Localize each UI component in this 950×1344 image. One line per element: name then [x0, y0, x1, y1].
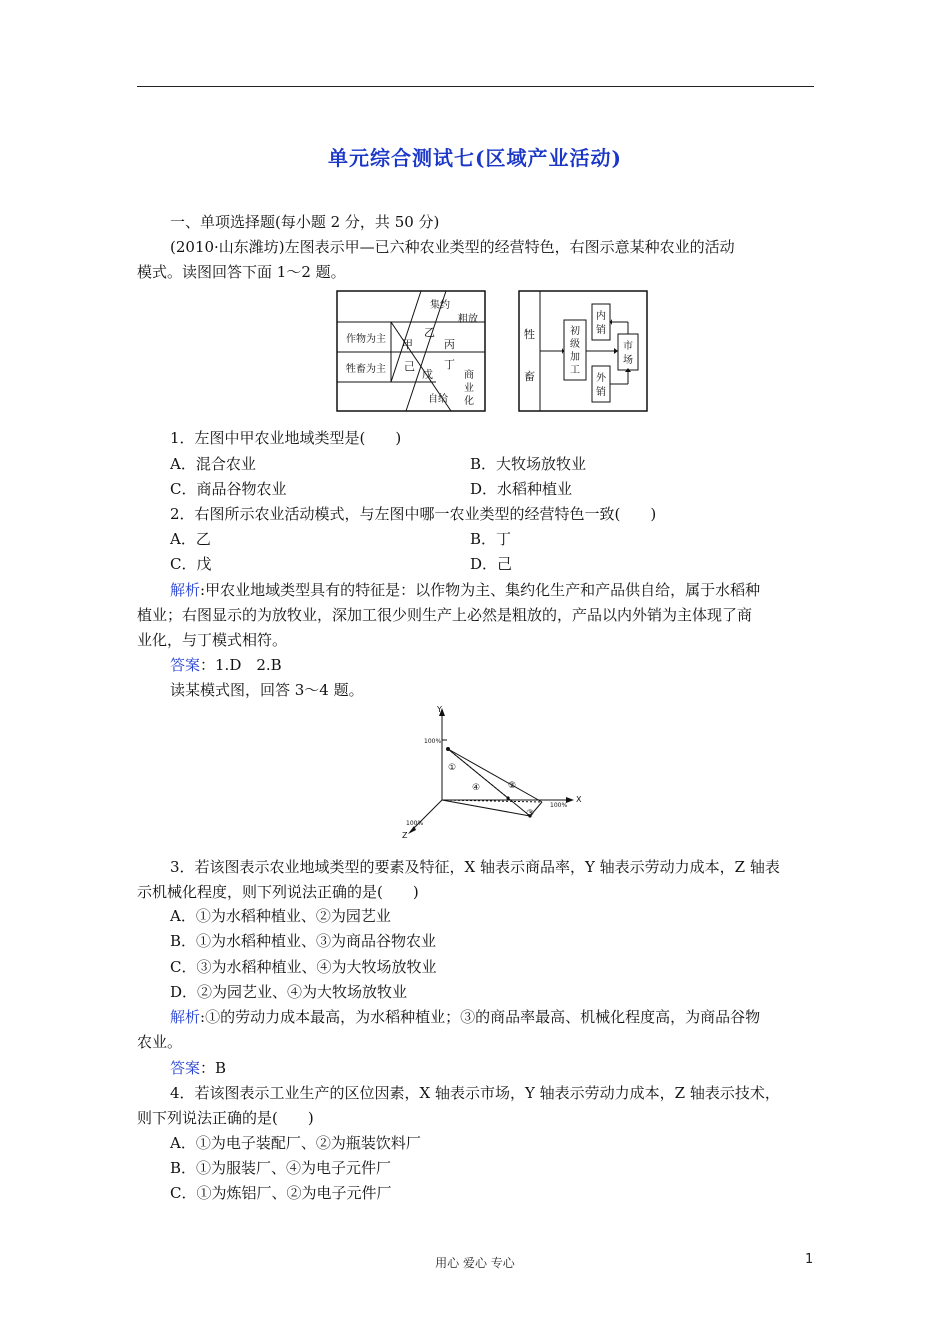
header-rule — [137, 86, 814, 87]
analysis-2-line-1: 解析:①的劳动力成本最高，为水稻种植业；③的商品率最高、机械化程度高，为商品谷物 — [170, 1008, 761, 1026]
axis-x-tick: 100% — [550, 802, 568, 809]
page-title: 单元综合测试七(区域产业活动) — [328, 146, 622, 170]
livestock-flow-diagram — [518, 290, 648, 416]
axis-z-label: Z — [402, 831, 408, 840]
q3-option-a: A．①为水稻种植业、②为园艺业 — [170, 907, 391, 925]
svg-text:初: 初 — [570, 326, 580, 337]
page-number: 1 — [805, 1252, 814, 1267]
analysis-2-line-2: 农业。 — [137, 1033, 183, 1051]
point-3: ③ — [526, 809, 535, 819]
answer-2: 答案：B — [170, 1059, 227, 1077]
q2-option-d: D．己 — [470, 555, 513, 573]
analysis-1-line-1: 解析:甲农业地域类型具有的特征是：以作物为主、集约化生产和产品供自给，属于水稻种 — [170, 581, 761, 599]
intro-2: 读某模式图，回答 3～4 题。 — [170, 681, 364, 699]
q4-option-b: B．①为服装厂、④为电子元件厂 — [170, 1159, 392, 1177]
q3-stem-2: 示机械化程度，则下列说法正确的是( ) — [137, 883, 419, 901]
q1-option-d: D．水稻种植业 — [470, 480, 573, 498]
label-extensive: 粗放 — [458, 314, 478, 325]
q2-stem: 2．右图所示农业活动模式，与左图中哪一农业类型的经营特色一致( ) — [170, 505, 657, 523]
svg-text:工: 工 — [570, 365, 580, 376]
q1-option-c: C．商品谷物农业 — [170, 480, 287, 498]
q1-option-a: A．混合农业 — [170, 455, 256, 473]
label-commercial-1: 商 — [464, 370, 474, 381]
row-label-crop: 作物为主 — [346, 334, 386, 345]
svg-text:市: 市 — [623, 341, 633, 352]
svg-text:加: 加 — [570, 352, 580, 363]
q3-option-d: D．②为园艺业、④为大牧场放牧业 — [170, 983, 408, 1001]
analysis-1-line-3: 业化，与丁模式相符。 — [137, 631, 288, 649]
q2-option-b: B．丁 — [470, 530, 512, 548]
q3-option-c: C．③为水稻种植业、④为大牧场放牧业 — [170, 958, 437, 976]
analysis-1-line-2: 植业；右图显示的为放牧业，深加工很少则生产上必然是粗放的，产品以内外销为主体现了商 — [137, 606, 753, 624]
agriculture-type-diagram — [336, 290, 486, 416]
svg-text:级: 级 — [570, 339, 580, 350]
q3-option-b: B．①为水稻种植业、③为商品谷物农业 — [170, 932, 437, 950]
cell-ji: 己 — [404, 360, 415, 373]
section-heading: 一、单项选择题(每小题 2 分，共 50 分) — [170, 213, 440, 231]
label-intensive: 集约 — [430, 300, 450, 311]
source-1: 牲 — [524, 328, 535, 341]
svg-text:销: 销 — [596, 387, 606, 398]
cell-wu: 戊 — [422, 368, 433, 381]
axis-x-label: X — [576, 795, 582, 804]
point-1: ① — [448, 763, 457, 773]
page-footer: 用心 爱心 专心 — [435, 1256, 515, 1270]
q2-option-c: C．戊 — [170, 555, 212, 573]
q1-stem: 1．左图中甲农业地域类型是( ) — [170, 429, 402, 447]
label-commercial-3: 化 — [464, 396, 474, 407]
q4-option-a: A．①为电子装配厂、②为瓶装饮料厂 — [170, 1134, 421, 1152]
svg-text:场: 场 — [623, 355, 633, 366]
q4-option-c: C．①为炼铝厂、②为电子元件厂 — [170, 1184, 392, 1202]
svg-text:销: 销 — [596, 325, 606, 336]
q2-option-a: A．乙 — [170, 530, 211, 548]
intro-line-1: (2010·山东潍坊)左图表示甲—已六种农业类型的经营特色，右图示意某种农业的活动 — [170, 238, 735, 256]
q1-option-b: B．大牧场放牧业 — [470, 455, 587, 473]
cell-ding: 丁 — [444, 358, 455, 371]
q4-stem-2: 则下列说法正确的是( ) — [137, 1109, 314, 1127]
source-2: 畜 — [524, 370, 535, 383]
q3-stem-1: 3．若该图表示农业地域类型的要素及特征，X 轴表示商品率，Y 轴表示劳动力成本，Z 轴表 — [170, 858, 780, 876]
three-axis-diagram — [392, 704, 592, 848]
cell-yi: 乙 — [424, 326, 435, 339]
cell-bing: 丙 — [444, 338, 455, 351]
label-commercial-2: 业 — [464, 383, 474, 394]
svg-text:内: 内 — [596, 311, 606, 322]
svg-text:外: 外 — [596, 373, 606, 384]
intro-line-2: 模式。读图回答下面 1～2 题。 — [137, 263, 346, 281]
q4-stem-1: 4．若该图表示工业生产的区位因素，X 轴表示市场，Y 轴表示劳动力成本，Z 轴表示技术， — [170, 1084, 780, 1102]
point-2: ② — [508, 781, 517, 791]
axis-y-label: Y — [437, 705, 442, 714]
point-4: ④ — [472, 783, 481, 793]
axis-z-tick: 100% — [406, 820, 424, 827]
row-label-livestock: 牲畜为主 — [346, 364, 386, 375]
answer-1: 答案：1.D 2.B — [170, 656, 282, 674]
label-self-sufficient: 自给 — [428, 394, 448, 405]
axis-y-tick: 100% — [424, 738, 442, 745]
cell-jia: 甲 — [402, 338, 413, 351]
